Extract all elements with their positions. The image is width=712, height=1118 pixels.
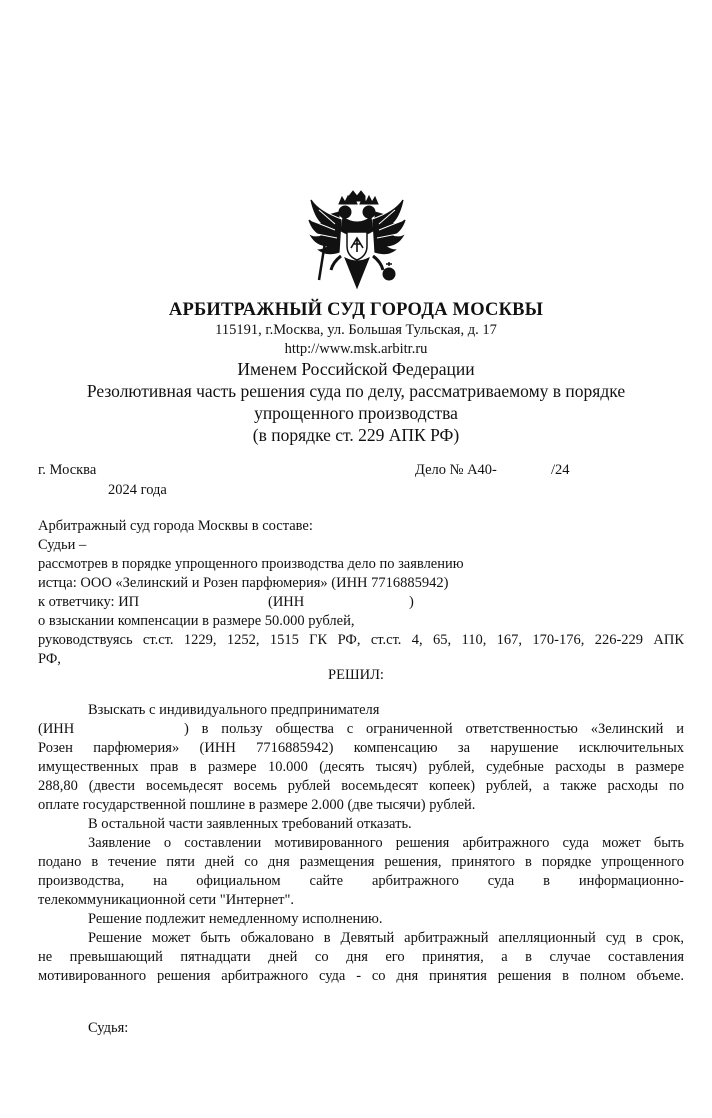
intro-line: Арбитражный суд города Москвы в составе: [38, 518, 313, 534]
intro-line: (ИНН [268, 594, 305, 610]
title-line: упрощенного производства [254, 403, 458, 423]
title-line: (в порядке ст. 229 АПК РФ) [252, 425, 460, 445]
body-line: Заявление о составлении мотивированного решения арбитражного суда может быть [88, 835, 684, 851]
body-line: не превышающий пятнадцати дней со дня его принятия, а в случае составления [38, 949, 684, 965]
city: г. Москва [38, 462, 97, 478]
body-line: телекоммуникационной сети "Интернет". [38, 892, 295, 908]
intro-line: руководствуясь ст.ст. 1229, 1252, 1515 ГК РФ, ст.ст. 4, 65, 110, 167, 170-176, 226-229 АПК [38, 632, 684, 648]
double-headed-eagle-icon [305, 190, 409, 296]
title-line: Резолютивная часть решения суда по делу, рассматриваемому в порядке [86, 381, 626, 401]
court-website: http://www.msk.arbitr.ru [284, 341, 428, 357]
signature-label: Судья: [88, 1020, 129, 1036]
intro-line: истца: ООО «Зелинский и Розен парфюмерия» (ИНН 7716885942) [38, 575, 449, 591]
body-line: Взыскать с индивидуального предпринимателя [88, 702, 380, 718]
case-number-suffix: /24 [551, 462, 570, 478]
body-line: (ИНН [38, 721, 75, 737]
body-line: имущественных прав в размере 10.000 (десять тысяч) рублей, судебные расходы в размере [38, 759, 684, 775]
decision-heading: РЕШИЛ: [328, 667, 384, 683]
body-line: мотивированного решения арбитражного суда - со дня принятия решения в полном объеме. [38, 968, 684, 984]
court-name: АРБИТРАЖНЫЙ СУД ГОРОДА МОСКВЫ [168, 300, 544, 320]
body-line: подано в течение пяти дней со дня размещения решения, принятого в порядке упрощенного [38, 854, 684, 870]
in-name-of: Именем Российской Федерации [237, 359, 475, 379]
body-line: производства, на официальном сайте арбитражного суда в информационно- [38, 873, 684, 889]
intro-line: Судьи – [38, 537, 87, 553]
court-address: 115191, г.Москва, ул. Большая Тульская, д. 17 [215, 322, 497, 338]
intro-line: РФ, [38, 651, 61, 667]
intro-line: о взыскании компенсации в размере 50.000 рублей, [38, 613, 355, 629]
body-line: Решение подлежит немедленному исполнению. [88, 911, 383, 927]
case-number-prefix: Дело № А40- [415, 462, 497, 478]
intro-line: рассмотрев в порядке упрощенного производства дело по заявлению [38, 556, 464, 572]
body-line: Розен парфюмерия» (ИНН 7716885942) компенсацию за нарушение исключительных [38, 740, 684, 756]
body-line: ) в пользу общества с ограниченной ответственностью «Зелинский и [184, 721, 684, 737]
intro-line: к ответчику: ИП [38, 594, 140, 610]
body-line: В остальной части заявленных требований отказать. [88, 816, 412, 832]
decision-date: 2024 года [108, 482, 167, 498]
body-line: Решение может быть обжаловано в Девятый арбитражный апелляционный суд в срок, [88, 930, 684, 946]
intro-line: ) [409, 594, 414, 610]
body-line: 288,80 (двести восемьдесят восемь рублей восемьдесят копеек) рублей, а также расходы по [38, 778, 684, 794]
body-line: оплате государственной пошлине в размере 2.000 (две тысячи) рублей. [38, 797, 476, 813]
